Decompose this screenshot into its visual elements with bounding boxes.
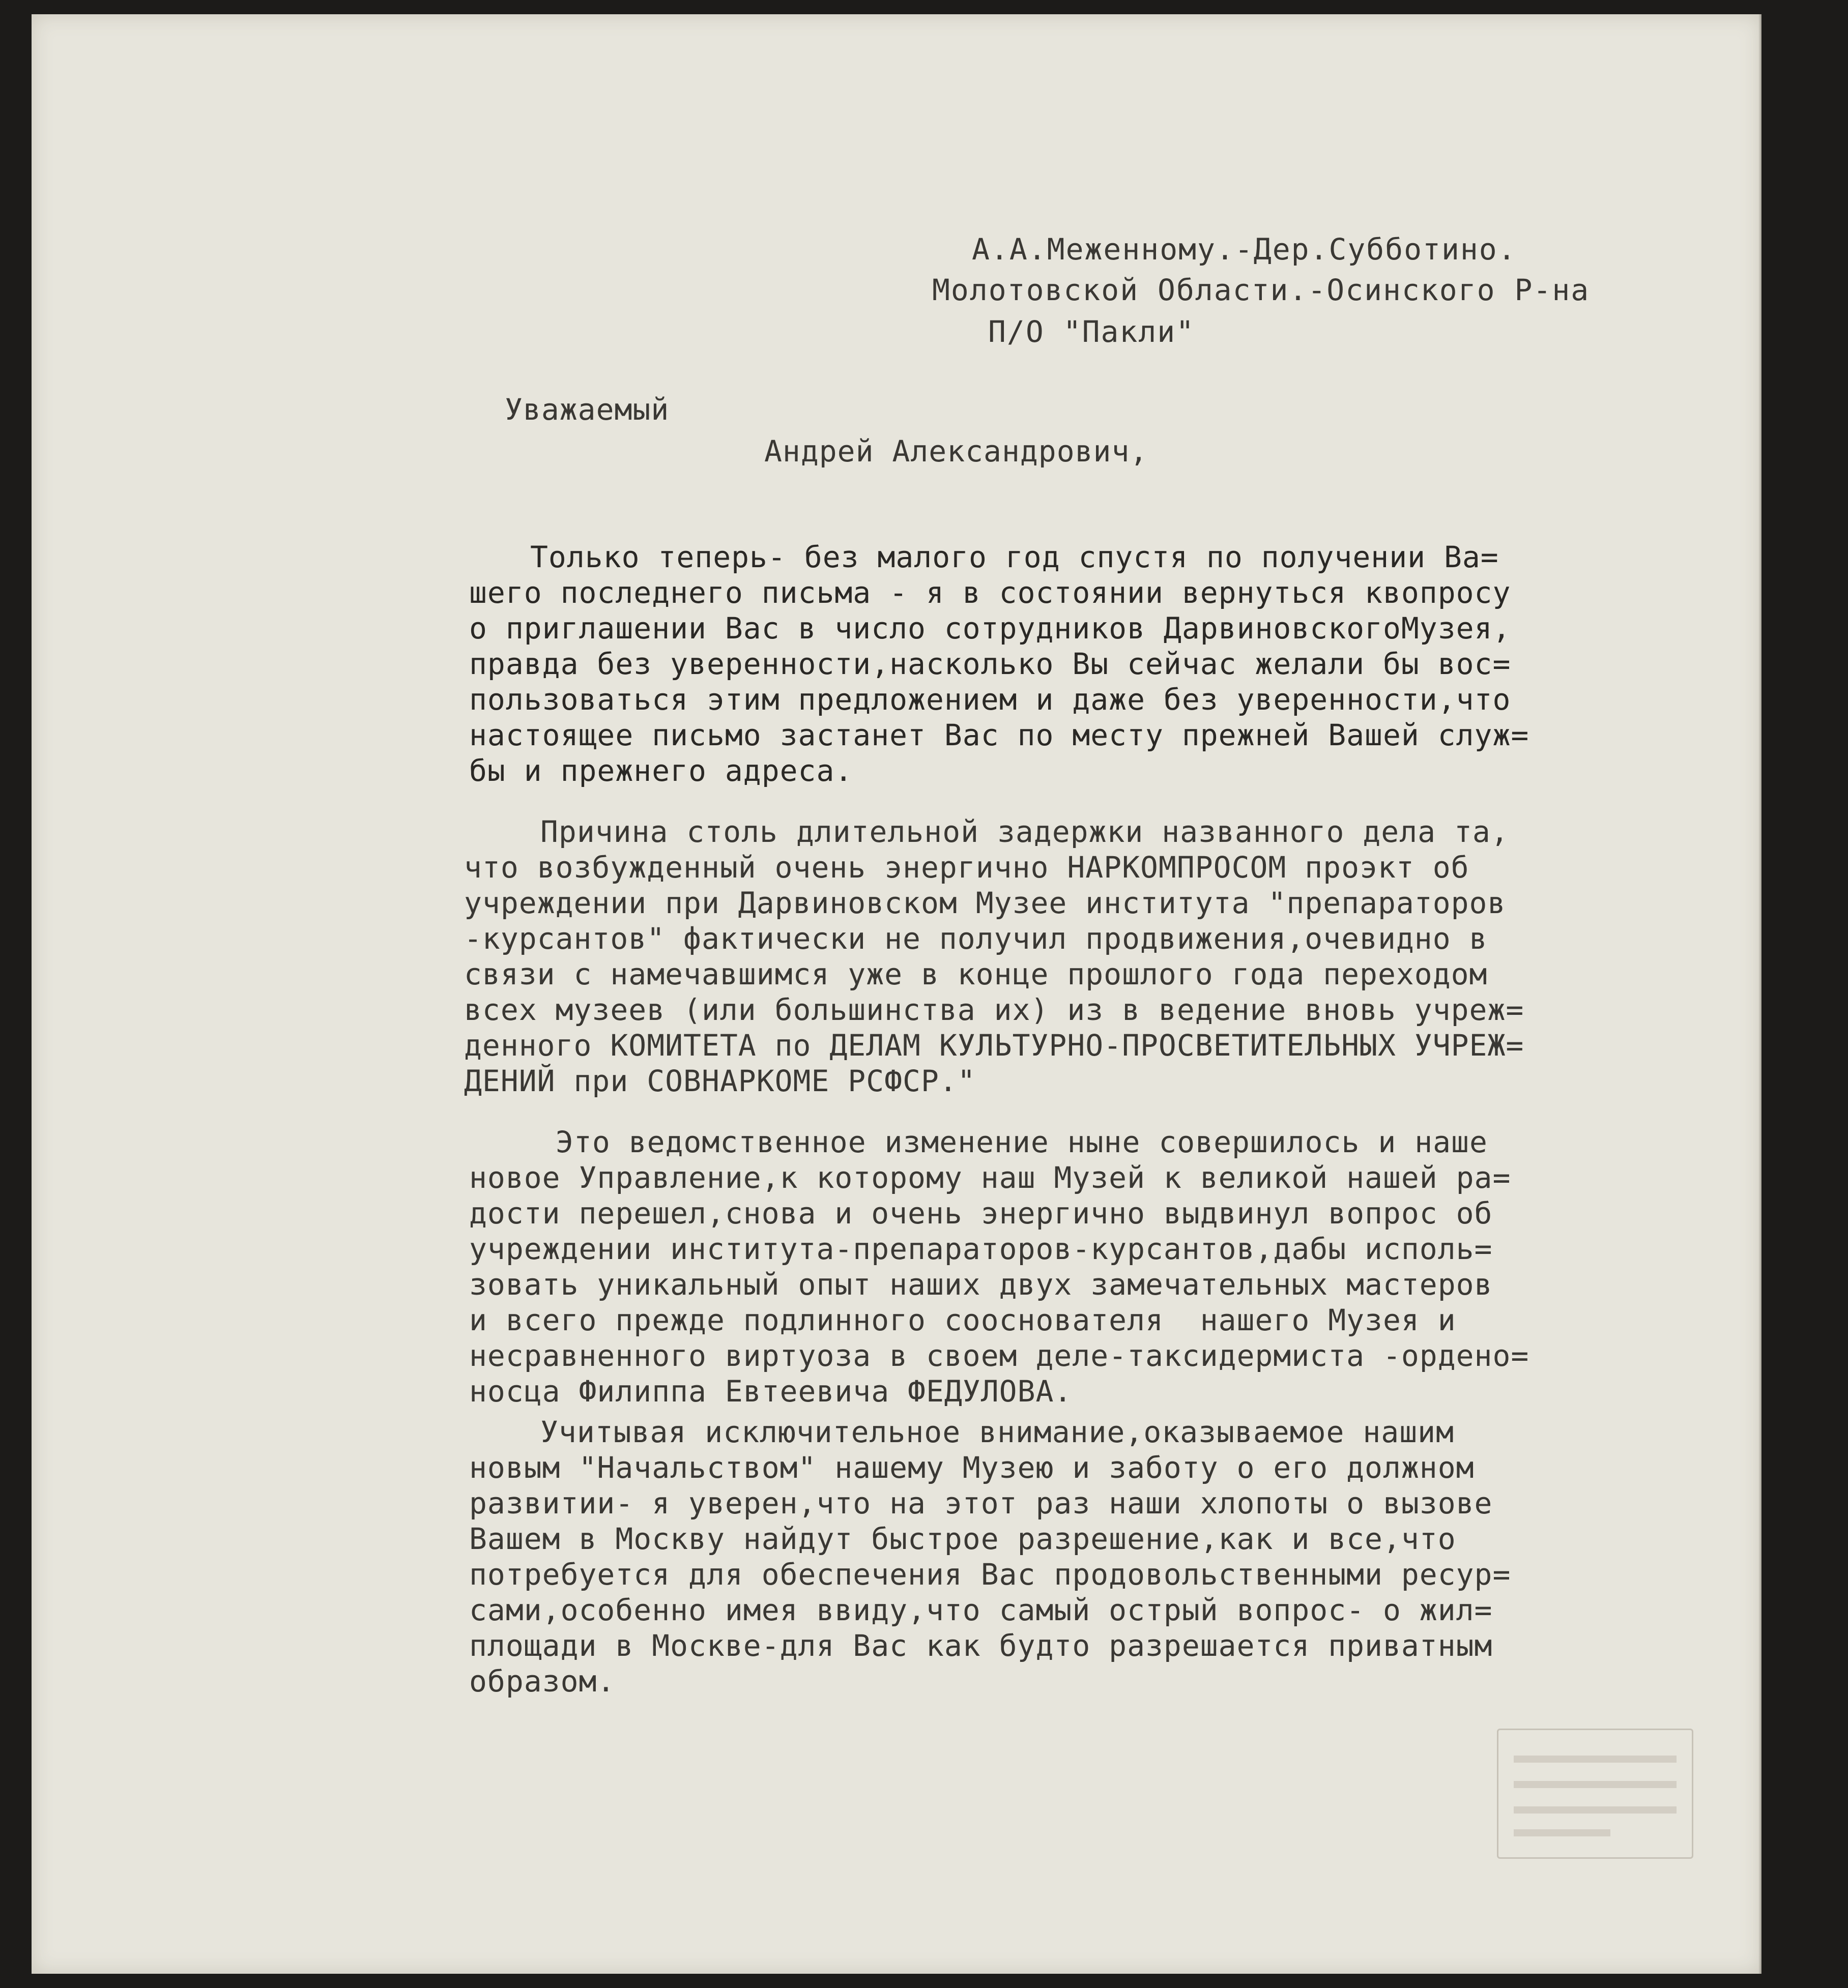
salutation-name: Андрей Александрович, [764,434,1148,469]
paragraph-4-line: развитии- я уверен,что на этот раз наши хлопоты о вызове [469,1486,1493,1521]
paragraph-1-line: правда без уверенности,насколько Вы сейчас желали бы вос= [469,647,1511,681]
letter-page [32,14,1762,1974]
paragraph-2-line: что возбужденный очень энергично НАРКОМПРОСОМ проэкт об [464,850,1469,885]
paragraph-1-line: о приглашении Вас в число сотрудников ДарвиновскогоМузея, [469,611,1511,646]
paragraph-2-line: связи с намечавшимся уже в конце прошлого года переходом [464,957,1488,991]
paragraph-2-line: -курсантов" фактически не получил продвижения,очевидно в [464,921,1488,956]
address-line-2: Молотовской Области.-Осинского Р-на [932,273,1590,307]
paragraph-1-line: настоящее письмо застанет Вас по месту прежней Вашей служ= [469,718,1529,752]
paragraph-3-line: и всего прежде подлинного сооснователя нашего Музея и [469,1303,1456,1337]
paragraph-4-line: новым "Начальством" нашему Музею и заботу о его должном [469,1450,1475,1485]
paragraph-2-line: ДЕНИЙ при СОВНАРКОМЕ РСФСР." [464,1064,976,1098]
paragraph-3-line: несравненного виртуоза в своем деле-таксидермиста -ордено= [469,1338,1529,1373]
address-line-1: А.А.Меженному.-Дер.Субботино. [972,232,1517,267]
paragraph-4-line: потребуется для обеспечения Вас продовольственными ресур= [469,1557,1511,1592]
paragraph-1-line: Только теперь- без малого год спустя по получении Ва= [530,540,1499,574]
paragraph-3-line: новое Управление,к которому наш Музей к великой нашей ра= [469,1160,1511,1195]
paragraph-2-line: Причина столь длительной задержки названного дела та, [540,814,1509,849]
paragraph-2-line: денного КОМИТЕТА по ДЕЛАМ КУЛЬТУРНО-ПРОСВЕТИТЕЛЬНЫХ УЧРЕЖ= [464,1028,1524,1063]
paragraph-3-line: дости перешел,снова и очень энергично выдвинул вопрос об [469,1196,1493,1231]
archive-stamp [1497,1729,1693,1859]
paragraph-2-line: всех музеев (или большинства их) из в ведение вновь учреж= [464,992,1524,1027]
paragraph-1-line: пользоваться этим предложением и даже без уверенности,что [469,682,1511,717]
paragraph-3-line: учреждении института-препараторов-курсантов,дабы исполь= [469,1232,1493,1266]
paragraph-1-line: бы и прежнего адреса. [469,753,853,788]
address-line-3: П/О "Пакли" [988,314,1195,349]
paragraph-4-line: Учитывая исключительное внимание,оказываемое нашим [540,1415,1454,1449]
paragraph-2-line: учреждении при Дарвиновском Музее института "препараторов [464,886,1506,920]
paragraph-3-line: Это ведомственное изменение ныне совершилось и наше [556,1125,1488,1159]
paragraph-4-line: сами,особенно имея ввиду,что самый острый вопрос- о жил= [469,1593,1493,1627]
salutation-line-1: Уважаемый [505,392,670,427]
paragraph-1-line: шего последнего письма - я в состоянии вернуться квопросу [469,575,1511,610]
paragraph-3-line: зовать уникальный опыт наших двух замечательных мастеров [469,1267,1493,1302]
paragraph-4-line: площади в Москве-для Вас как будто разрешается приватным [469,1628,1493,1663]
paragraph-4-line: Вашем в Москву найдут быстрое разрешение,как и все,что [469,1522,1456,1556]
paragraph-3-line: носца Филиппа Евтеевича ФЕДУЛОВА. [469,1374,1073,1409]
paragraph-4-line: образом. [469,1664,616,1699]
